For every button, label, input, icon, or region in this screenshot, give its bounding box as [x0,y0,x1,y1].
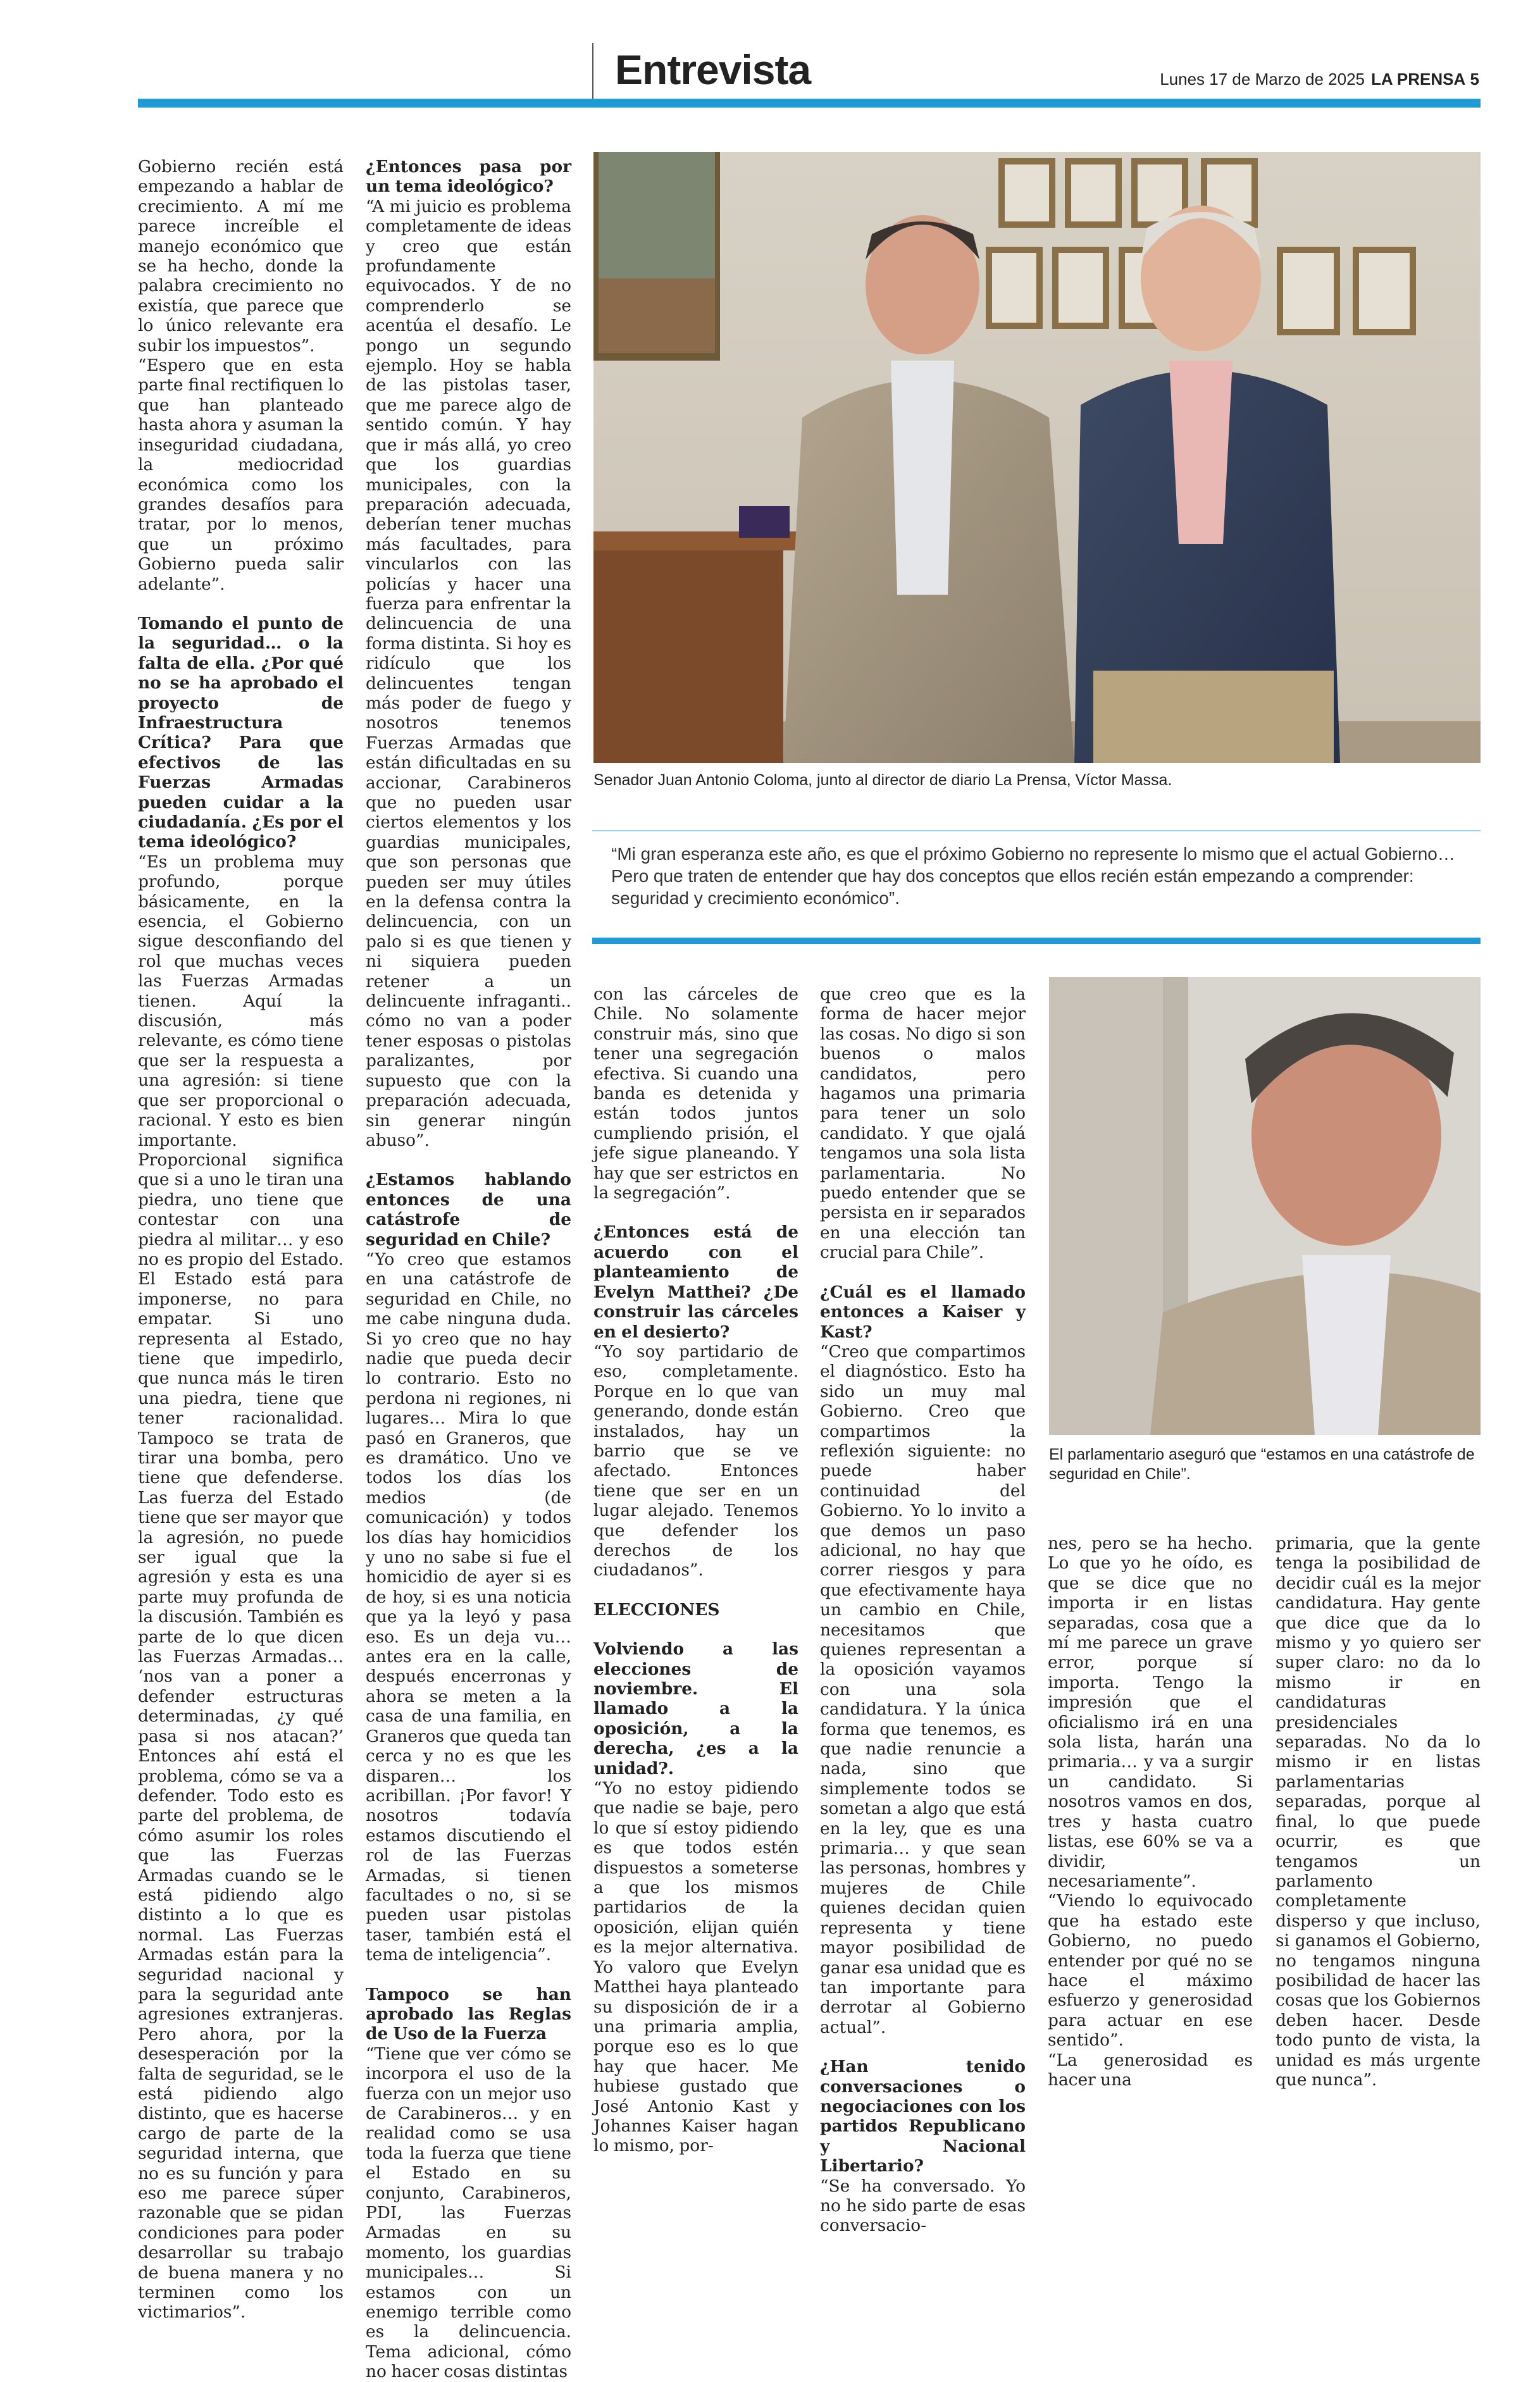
photo-senator-portrait [1049,977,1481,1435]
header-divider [592,43,593,99]
article-column-6 [1276,1534,1481,2090]
second-photo-caption: El parlamentario aseguró que “estamos en una catástrofe de seguridad en Chile”. [1049,1446,1475,1483]
paragraph: Gobierno recién está empezando a hablar de crecimiento. A mí me parece increíble el manejo económico que se ha hecho, donde la palabra crecimiento no existía, que parece que lo único relevante era subir los impuestos”. [138,157,344,356]
paragraph: “Yo soy partidario de eso, completamente. Porque en lo que van generando, donde están instalados, hay un barrio que se ve afectado. Entonces tiene que ser en un lugar alejado. Tenemos que defender los derechos de los ciudadanos”. [593,1341,798,1580]
interview-question: ¿Entonces pasa por un tema ideológico? [366,157,571,197]
article-column-5 [1048,1534,1253,2090]
interview-question: Volviendo a las elecciones de noviembre. El llamado a la oposición, a la derecha, ¿es a la unidad?. [593,1639,798,1778]
second-photo [1049,977,1481,1435]
header-rule [138,99,1481,108]
paragraph: primaria, que la gente tenga la posibilidad de decidir cuál es la mejor candidatura. Hay gente que dice que da lo mismo y yo quiero ser super claro: no da lo mismo ir en candidaturas presidenciales separadas. No da lo mismo ir en listas parlamentarias separadas, porque al final, lo que puede ocurrir, es que tengamos un parlamento completamente disperso y que incluso, si ganamos el Gobierno, no tengamos ninguna posibilidad de hacer las cosas que los Gobiernos deben hacer. Desde todo punto de vista, la unidad es más urgente que nunca”. [1276,1534,1481,2090]
paragraph: “Creo que compartimos el diagnóstico. Esto ha sido un muy mal Gobierno. Creo que compartimos la reflexión siguiente: no puede haber continuidad del Gobierno. Yo lo invito a que demos un paso adicional, no hay que correr riesgos y para que efectivamente haya un cambio en Chile, necesitamos que quienes representan a la oposición vayamos con una sola candidatura. Y la única forma que tenemos, es que nadie renuncie a nada, sino que simplemente todos se sometan a algo que está en la ley, que es una primaria… y que sean las personas, hombres y mujeres de Chile quienes decidan quien representa y tiene mayor posibilidad de ganar esa unidad que es tan importante para derrotar al Gobierno actual”. [820,1341,1026,2037]
paragraph: con las cárceles de Chile. No solamente construir más, sino que tener una segregación efectiva. Si cuando una banda es detenida y están todos juntos cumpliendo prisión, el jefe sigue planeando. Y hay que ser estrictos en la segregación”. [593,984,798,1203]
page-number: 5 [1470,70,1479,89]
article-column-4 [820,984,1026,2236]
quote-top-rule [592,830,1481,831]
subheading: ELECCIONES [593,1599,720,1620]
paragraph: “Viendo lo equivocado que ha estado este Gobierno, no puedo entender por qué no se hace el máximo esfuerzo y generosidad para actuar en ese sentido”. [1048,1891,1253,2050]
interview-question: Tampoco se han aprobado las Reglas de Uso de la Fuerza [366,1984,571,2044]
paragraph: “Es un problema muy profundo, porque básicamente, en la esencia, el Gobierno sigue desconfiando del rol que muchas veces las Fuerzas Armadas tienen. Aquí la discusión, más relevante, es cómo tiene que ser la respuesta a una agresión: si tiene que ser proporcional o racional. Y esto es bien importante. Proporcional significa que si a uno le tiran una piedra, uno tiene que contestar con una piedra al militar… y eso no es propio del Estado. El Estado está para imponerse, no para empatar. Si uno representa al Estado, tiene que impedirlo, que nunca más le tiren una piedra, tiene que tener racionalidad. Tampoco se trata de tirar una bomba, pero tiene que defenderse. Las fuerza del Estado tiene que ser mayor que la agresión, no puede ser igual que la agresión y esta es una parte muy profunda de la discusión. También es parte de lo que dicen las Fuerzas Armadas… ‘nos van a poner a defender estructuras determinadas, ¿y qué pasa si nos atacan?’ Entonces ahí está el problema, cómo se va a defender. Todo esto es parte del problema, de cómo asumir los roles que las Fuerzas Armadas cuando se le está pidiendo algo distinto a lo que es normal. Las Fuerzas Armadas están para la seguridad nacional y para la seguridad ante agresiones extranjeras. Pero ahora, por la desesperación por la falta de seguridad, se le está pidiendo algo distinto, que es hacerse cargo de parte de la seguridad interna, que no es su función y para eso me parece súper razonable que se pidan condiciones para poder desarrollar su trabajo de buena manera y no terminen como los victimarios”. [138,852,344,2323]
paragraph: “Yo no estoy pidiendo que nadie se baje, pero lo que sí estoy pidiendo es que todos estén dispuestos a someterse a que los mismos partidarios de la oposición, elijan quién es la mejor alternativa. Yo valoro que Evelyn Matthei haya planteado su disposición de ir a una primaria amplia, porque eso es lo que hay que hacer. Me hubiese gustado que José Antonio Kast y Johannes Kaiser hagan lo mismo, por- [593,1778,798,2156]
paragraph: “Yo creo que estamos en una catástrofe de seguridad en Chile, no me cabe ninguna duda. Si yo creo que no hay nadie que pueda decir lo contrario. Esto no perdona ni regiones, ni lugares… Mira lo que pasó en Graneros, que es dramático. Uno ve todos los días los medios (de comunicación) y todos los días hay homicidios y uno no sabe si fue el homicidio de ayer si es de hoy, si es una noticia que ya la leyó y pasa eso. Es un deja vu… antes era en la calle, después encerronas y ahora se meten a la casa de una familia, en Graneros que queda tan cerca y no es que les disparen… los acribillan. ¡Por favor! Y nosotros todavía estamos discutiendo el rol de las Fuerzas Armadas, si tienen facultades o no, si se pueden usar pistolas taser, también está el tema de inteligencia”. [366,1249,571,1965]
article-column-1 [138,157,344,2323]
paper-name: LA PRENSA [1371,70,1466,89]
paragraph: “Espero que en esta parte final rectifiquen lo que han planteado hasta ahora y asuman la inseguridad ciudadana, la mediocridad económica como los grandes desafíos para tratar, por lo menos, que un próximo Gobierno pueda salir adelante”. [138,356,344,594]
quote-accent-bar [592,938,1481,944]
article-column-2 [366,157,571,2382]
interview-question: ¿Cuál es el llamado entonces a Kaiser y Kast? [820,1282,1026,1342]
issue-date: Lunes 17 de Marzo de 2025 [1160,70,1365,89]
interview-question: Tomando el punto de la seguridad… o la falta de ella. ¿Por qué no se ha aprobado el proyecto de Infraestructura Crítica? Para que efectivos de las Fuerzas Armadas pueden cuidar a la ciudadanía. ¿Es por el tema ideológico? [138,613,344,852]
section-title: Entrevista [615,46,811,93]
photo-two-men-in-office [593,152,1481,763]
interview-question: ¿Estamos hablando entonces de una catástrofe de seguridad en Chile? [366,1170,571,1250]
paragraph: nes, pero se ha hecho. Lo que yo he oído, es que se dice que no importa ir en listas separadas, cosa que a mí me parece un grave error, porque sí importa. Tengo la impresión que el oficialismo irá en una sola lista, harán una primaria… y va a surgir un candidato. Si nosotros vamos en dos, tres y hasta cuatro listas, ese 60% se va a dividir, necesariamente”. [1048,1534,1253,1891]
main-photo-caption: Senador Juan Antonio Coloma, junto al director de diario La Prensa, Víctor Massa. [593,771,1172,789]
interview-question: ¿Entonces está de acuerdo con el planteamiento de Evelyn Matthei? ¿De construir las cárceles en el desierto? [593,1222,798,1342]
paragraph: “A mi juicio es problema completamente de ideas y creo que están profundamente equivocados. Y de no comprenderlo se acentúa el desafío. Le pongo un segundo ejemplo. Hoy se habla de las pistolas taser, que me parece algo de sentido común. Y hay que ir más allá, yo creo que los guardias municipales, con la preparación adecuada, deberían tener muchas más facultades, para vincularlos con las policías y hacer una fuerza para enfrentar la delincuencia de una forma distinta. Si hoy es ridículo que los delincuentes tengan más poder de fuego y nosotros tenemos Fuerzas Armadas que están dificultadas en su accionar, Carabineros que no pueden usar ciertos elementos y los guardias municipales, que son personas que pueden ser muy útiles en la defensa contra la delincuencia, con un palo si es que tienen y ni siquiera pueden retener a un delincuente infraganti.. cómo no van a poder tener esposas o pistolas paralizantes, por supuesto que con la preparación adecuada, sin generar ningún abuso”. [366,196,571,1150]
pull-quote [592,830,1481,943]
dateline [1160,70,1479,89]
page-header [0,0,1540,111]
paragraph: “Se ha conversado. Yo no he sido parte de esas conversacio- [820,2176,1026,2236]
pull-quote-text: “Mi gran esperanza este año, es que el próximo Gobierno no represente lo mismo que el actual Gobierno… Pero que traten de entender que hay dos conceptos que ellos recién están empezando a comprender: seguridad y crecimiento económico”. [611,844,1455,908]
interview-question: ¿Han tenido conversaciones o negociaciones con los partidos Republicano y Nacional Libertario? [820,2057,1026,2176]
paragraph: “Tiene que ver cómo se incorpora el uso de la fuerza con un mejor uso de Carabineros… y en realidad como se usa toda la fuerza que tiene el Estado en su conjunto, Carabineros, PDI, las Fuerzas Armadas en su momento, los guardias municipales… Si estamos con un enemigo terrible como es la delincuencia. Tema adicional, cómo no hacer cosas distintas [366,2044,571,2382]
paragraph: “La generosidad es hacer una [1048,2050,1253,2090]
article-column-3 [593,984,798,2156]
main-photo [593,152,1481,763]
paragraph: que creo que es la forma de hacer mejor las cosas. No digo si son buenos o malos candidatos, pero hagamos una primaria para tener un solo candidato. Y que ojalá tengamos una sola lista parlamentaria. No puedo entender que se persista en ir separados en una elección tan crucial para Chile”. [820,984,1026,1263]
